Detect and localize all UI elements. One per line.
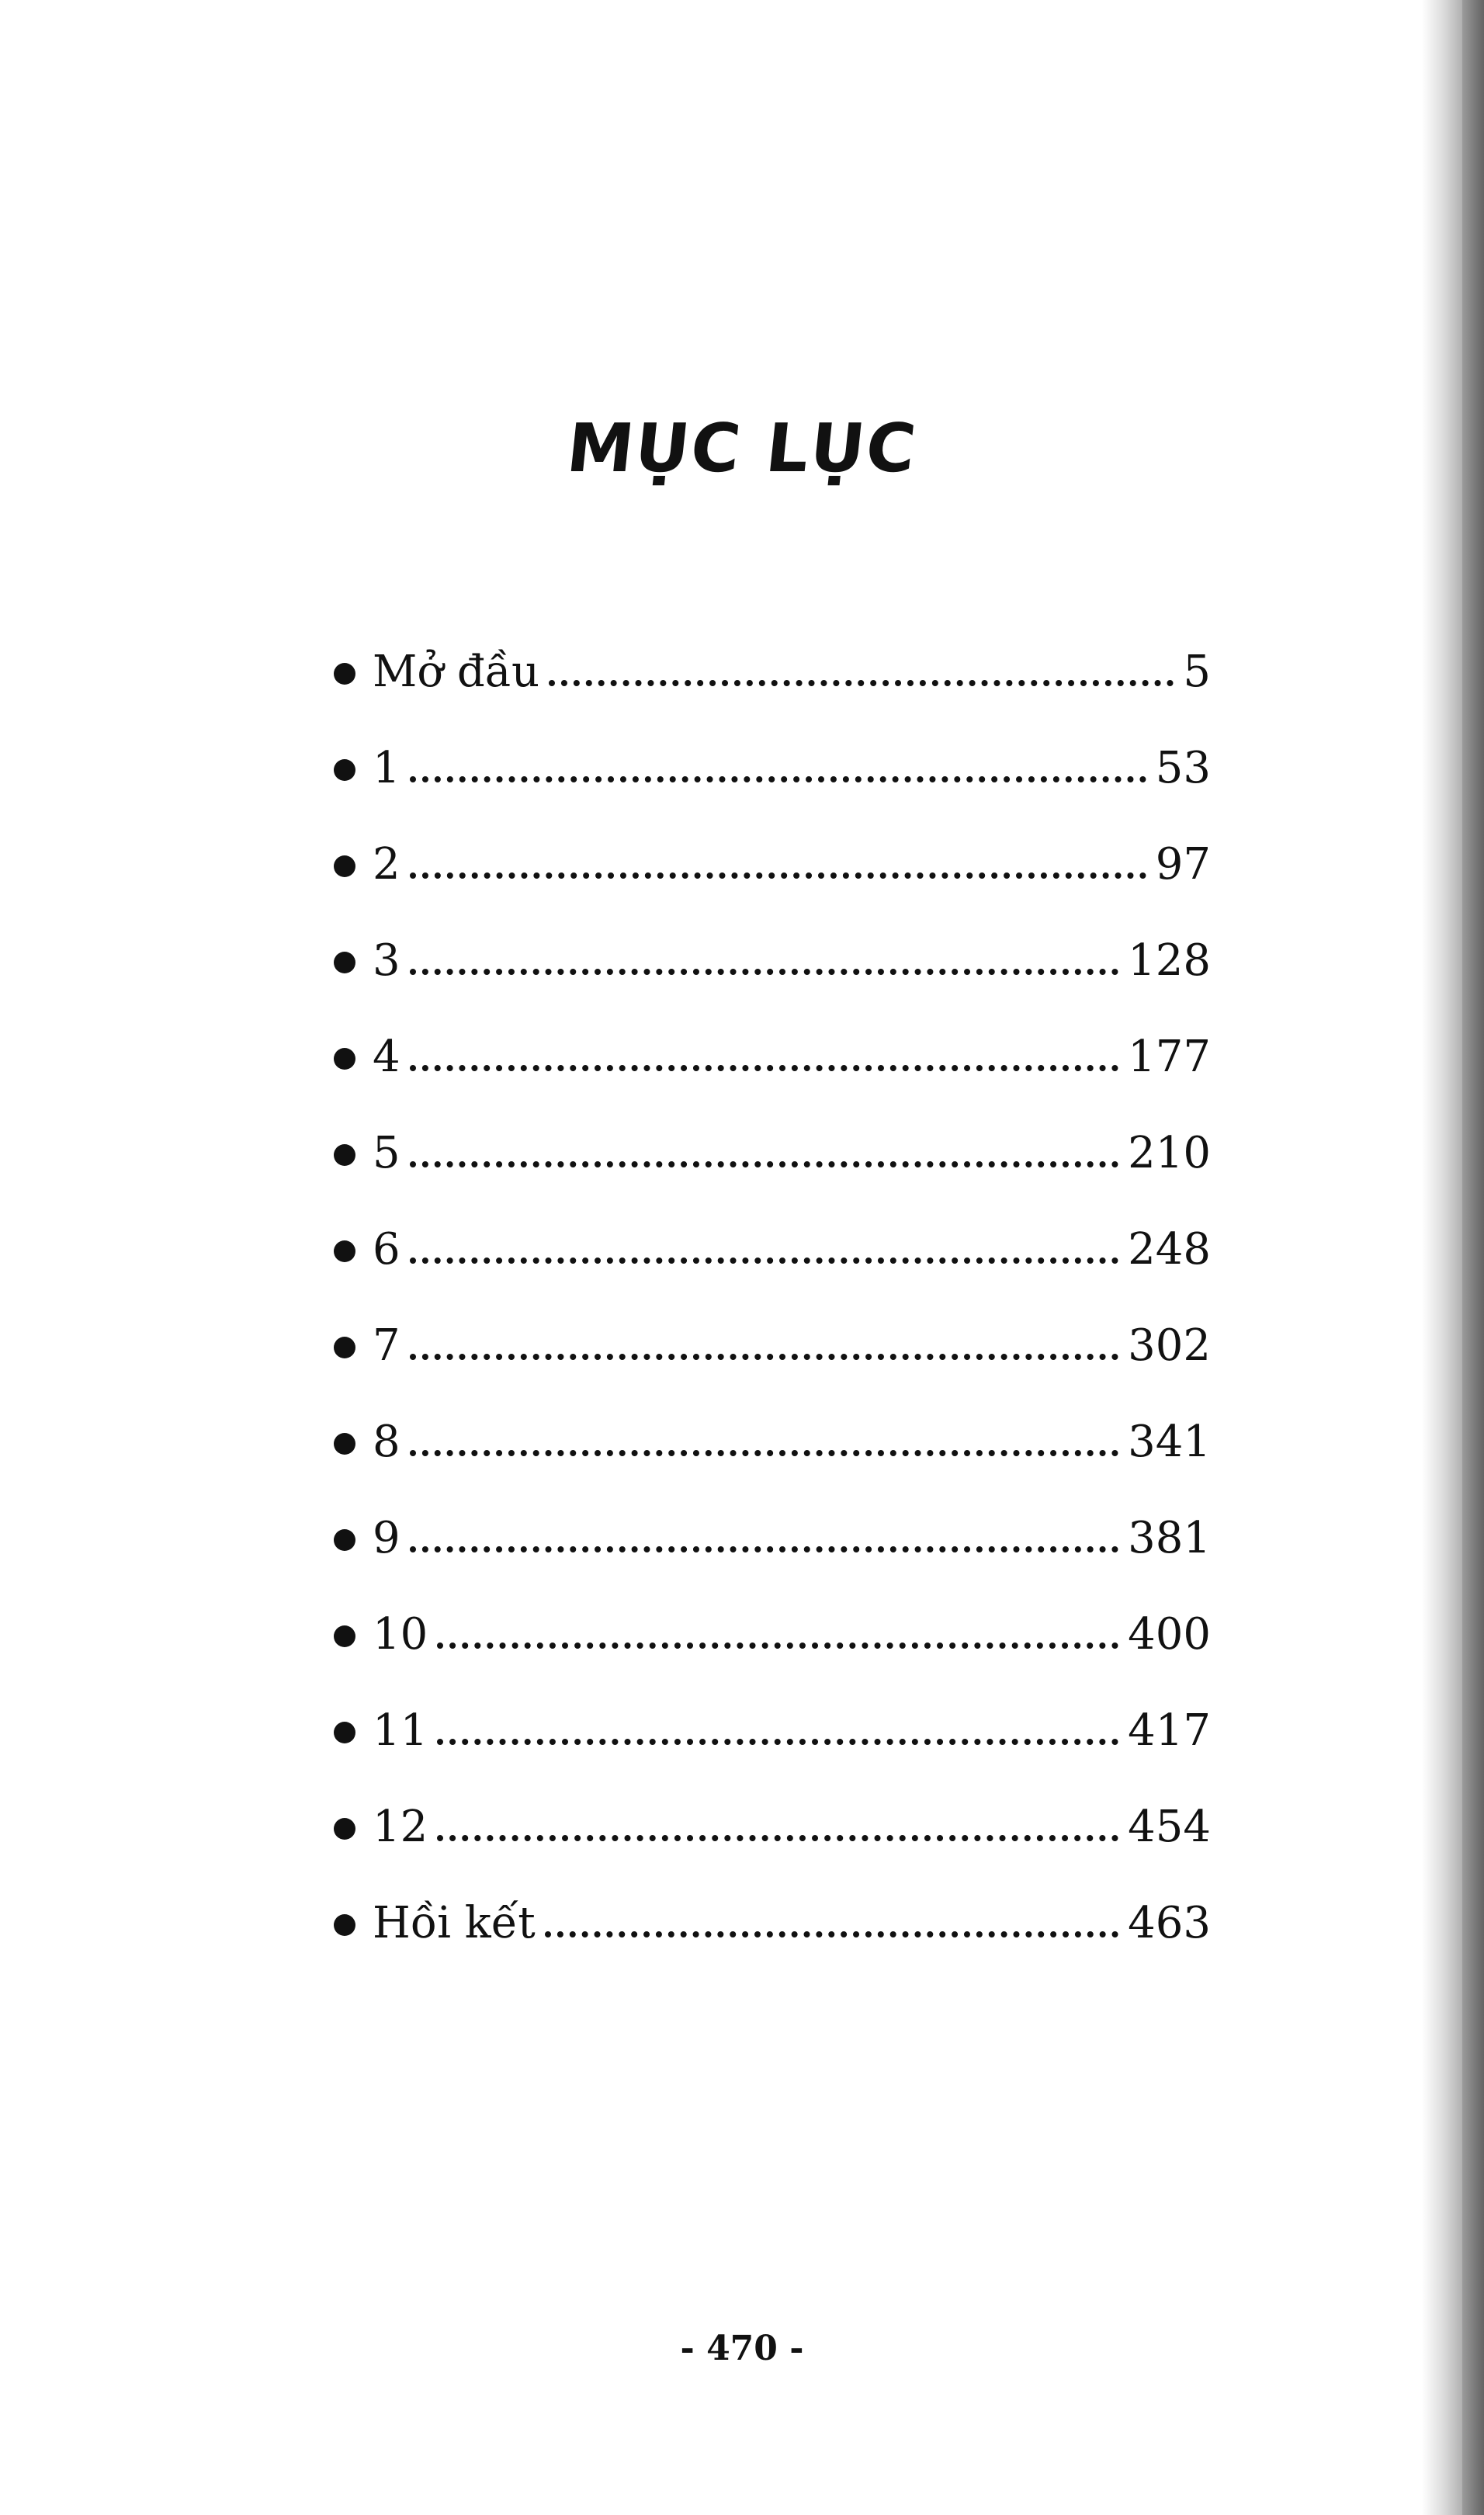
toc-entry-label: 9 bbox=[373, 1513, 400, 1563]
bullet-icon bbox=[334, 663, 355, 685]
toc-entry-label: 2 bbox=[373, 839, 400, 890]
toc-entry-page: 128 bbox=[1128, 935, 1211, 986]
toc-entry-page: 97 bbox=[1155, 839, 1211, 890]
dot-leader bbox=[545, 1931, 1118, 1937]
bullet-icon bbox=[334, 1433, 355, 1455]
toc-entry-6 bbox=[334, 1175, 1211, 1275]
page-title: MỤC LỤC bbox=[563, 409, 921, 487]
toc-entry-page: 5 bbox=[1183, 647, 1211, 697]
toc-entry-label: 1 bbox=[373, 743, 400, 793]
toc-entry-page: 417 bbox=[1128, 1705, 1211, 1756]
toc-entry-9 bbox=[334, 1464, 1211, 1563]
bullet-icon bbox=[334, 1048, 355, 1070]
dot-leader bbox=[410, 872, 1146, 879]
toc-entry-label: 3 bbox=[373, 935, 400, 986]
toc-entry-label: Hồi kết bbox=[373, 1898, 536, 1948]
toc-entry-5 bbox=[334, 1079, 1211, 1178]
bullet-icon bbox=[334, 1625, 355, 1647]
bullet-icon bbox=[334, 1337, 355, 1358]
toc-entry-label: 6 bbox=[373, 1224, 400, 1275]
toc-entry-page: 463 bbox=[1128, 1898, 1211, 1948]
dot-leader bbox=[410, 969, 1118, 975]
toc-entry-label: 8 bbox=[373, 1417, 400, 1467]
dot-leader bbox=[410, 1354, 1118, 1360]
toc-entry-page: 53 bbox=[1155, 743, 1211, 793]
dot-leader bbox=[410, 1161, 1118, 1167]
bullet-icon bbox=[334, 1144, 355, 1166]
dot-leader bbox=[437, 1835, 1118, 1841]
toc-entry-8 bbox=[334, 1368, 1211, 1467]
page-edge-shadow bbox=[1422, 0, 1484, 2515]
toc-entry-page: 248 bbox=[1128, 1224, 1211, 1275]
toc-entry-label: 12 bbox=[373, 1802, 428, 1852]
toc-entry-mo-dau bbox=[334, 598, 1211, 697]
dot-leader bbox=[437, 1643, 1118, 1649]
toc-entry-4 bbox=[334, 983, 1211, 1082]
bullet-icon bbox=[334, 1818, 355, 1840]
toc-entry-1 bbox=[334, 694, 1211, 793]
toc-entry-hoi-ket bbox=[334, 1849, 1211, 1948]
dot-leader bbox=[410, 1065, 1118, 1071]
bullet-icon bbox=[334, 855, 355, 877]
dot-leader bbox=[410, 1450, 1118, 1456]
dot-leader bbox=[410, 776, 1146, 782]
dot-leader bbox=[410, 1258, 1118, 1264]
table-of-contents bbox=[334, 598, 1211, 1948]
toc-entry-label: Mở đầu bbox=[373, 647, 540, 697]
bullet-icon bbox=[334, 1722, 355, 1743]
toc-entry-12 bbox=[334, 1753, 1211, 1852]
page-number: - 470 - bbox=[680, 2329, 804, 2368]
toc-entry-2 bbox=[334, 790, 1211, 890]
toc-entry-11 bbox=[334, 1656, 1211, 1756]
toc-entry-page: 210 bbox=[1128, 1128, 1211, 1178]
toc-entry-page: 400 bbox=[1128, 1609, 1211, 1660]
toc-entry-page: 454 bbox=[1128, 1802, 1211, 1852]
bullet-icon bbox=[334, 1529, 355, 1551]
toc-entry-page: 341 bbox=[1128, 1417, 1211, 1467]
bullet-icon bbox=[334, 759, 355, 781]
toc-entry-3 bbox=[334, 886, 1211, 986]
toc-entry-label: 10 bbox=[373, 1609, 428, 1660]
bullet-icon bbox=[334, 1914, 355, 1936]
bullet-icon bbox=[334, 952, 355, 973]
toc-entry-label: 4 bbox=[373, 1032, 400, 1082]
toc-entry-page: 302 bbox=[1128, 1320, 1211, 1371]
dot-leader bbox=[410, 1546, 1118, 1552]
toc-entry-page: 177 bbox=[1128, 1032, 1211, 1082]
toc-entry-10 bbox=[334, 1560, 1211, 1660]
toc-entry-page: 381 bbox=[1128, 1513, 1211, 1563]
toc-entry-label: 5 bbox=[373, 1128, 400, 1178]
dot-leader bbox=[549, 680, 1174, 686]
bullet-icon bbox=[334, 1240, 355, 1262]
toc-entry-label: 11 bbox=[373, 1705, 428, 1756]
toc-entry-label: 7 bbox=[373, 1320, 400, 1371]
toc-entry-7 bbox=[334, 1271, 1211, 1371]
dot-leader bbox=[437, 1739, 1118, 1745]
